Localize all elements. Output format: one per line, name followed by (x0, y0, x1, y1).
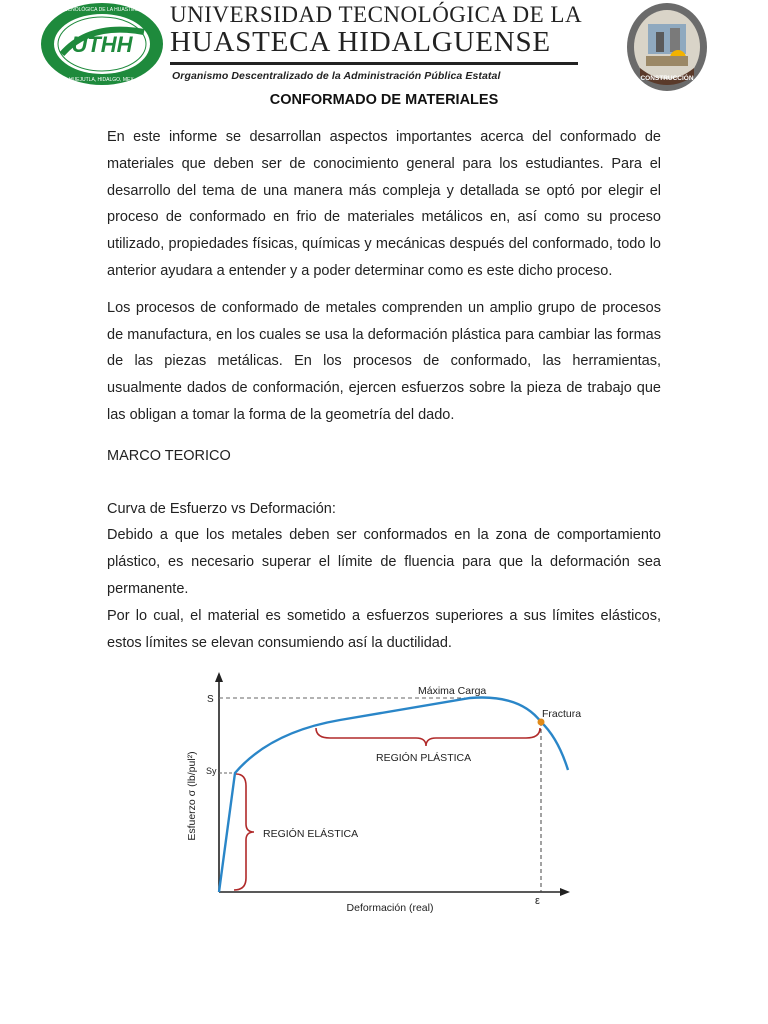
page-header (0, 0, 768, 92)
plastic-region-label: REGIÓN PLÁSTICA (376, 752, 472, 764)
max-load-label: Máxima Carga (418, 685, 487, 697)
y-axis-label: Esfuerzo σ (lb/pul²) (186, 751, 198, 841)
uthh-logo-ring-bottom: HUEJUTLA, HIDALGO, MEX. (68, 77, 136, 83)
x-axis-arrow (560, 888, 570, 896)
university-name-line2: HUASTECA HIDALGUENSE (170, 26, 551, 58)
intro-paragraph: En este informe se desarrollan aspectos importantes acerca del conformado de materiales que deben ser de conocimiento general para los estudiantes. Para el desarrollo del tema de una manera más compleja y detallada se optó por elegir el proceso de conformado en frio de materiales metálicos en, así como su proceso utilizado, propiedades físicas, químicas y mecánicas después del conformado, todo lo anterior ayudara a entender y a poder determinar como es este dicho proceso. (107, 129, 661, 279)
construction-logo-label: CONSTRUCCIÓN (640, 75, 694, 82)
header-divider (170, 62, 578, 65)
stress-strain-curve (219, 698, 568, 893)
uthh-logo-text: UTHH (71, 32, 133, 57)
section-heading: MARCO TEORICO (107, 447, 231, 464)
sy-label: Sy (206, 766, 217, 776)
document-body (107, 124, 661, 666)
uthh-logo (25, 2, 179, 86)
university-name-line1: UNIVERSIDAD TECNOLÓGICA DE LA (170, 2, 583, 27)
university-subtitle: Organismo Descentralizado de la Administración Pública Estatal (172, 70, 501, 82)
y-axis-arrow (215, 672, 223, 682)
fracture-label: Fractura (542, 708, 582, 720)
plastic-zone-paragraph: Debido a que los metales deben ser conformados en la zona de comportamiento plástico, es necesario superar el límite de fluencia para que la deformación sea permanente. (107, 527, 661, 597)
uthh-logo-ring-text: UNIVERSIDAD TECNOLÓGICA DE LA HUASTECA HIDALGUENSE (25, 7, 179, 13)
x-axis-label: Deformación (real) (346, 902, 434, 914)
subheading: Curva de Esfuerzo vs Deformación: (107, 500, 336, 517)
document-title: CONFORMADO DE MATERIALES (269, 92, 499, 108)
stress-strain-figure (180, 670, 600, 920)
epsilon-label: ε (535, 895, 540, 907)
elastic-region-label: REGIÓN ELÁSTICA (263, 828, 359, 840)
elastic-limit-paragraph: Por lo cual, el material es sometido a esfuerzos superiores a sus límites elásticos, estos límites se elevan consumiendo así la ductilidad. (107, 607, 661, 651)
plastic-region-brace (316, 728, 540, 746)
processes-paragraph: Los procesos de conformado de metales comprenden un amplio grupo de procesos de manufactura, en los cuales se usa la deformación plástica para cambiar las formas de las piezas metálicas. En los procesos de conformado, las herramientas, usualmente dados de conformación, ejercen esfuerzos sobre la pieza de trabajo que las obligan a tomar la forma de la geometría del dado. (107, 299, 661, 423)
elastic-region-brace (234, 774, 254, 890)
s-label: S (207, 694, 214, 705)
construction-logo (626, 2, 708, 92)
